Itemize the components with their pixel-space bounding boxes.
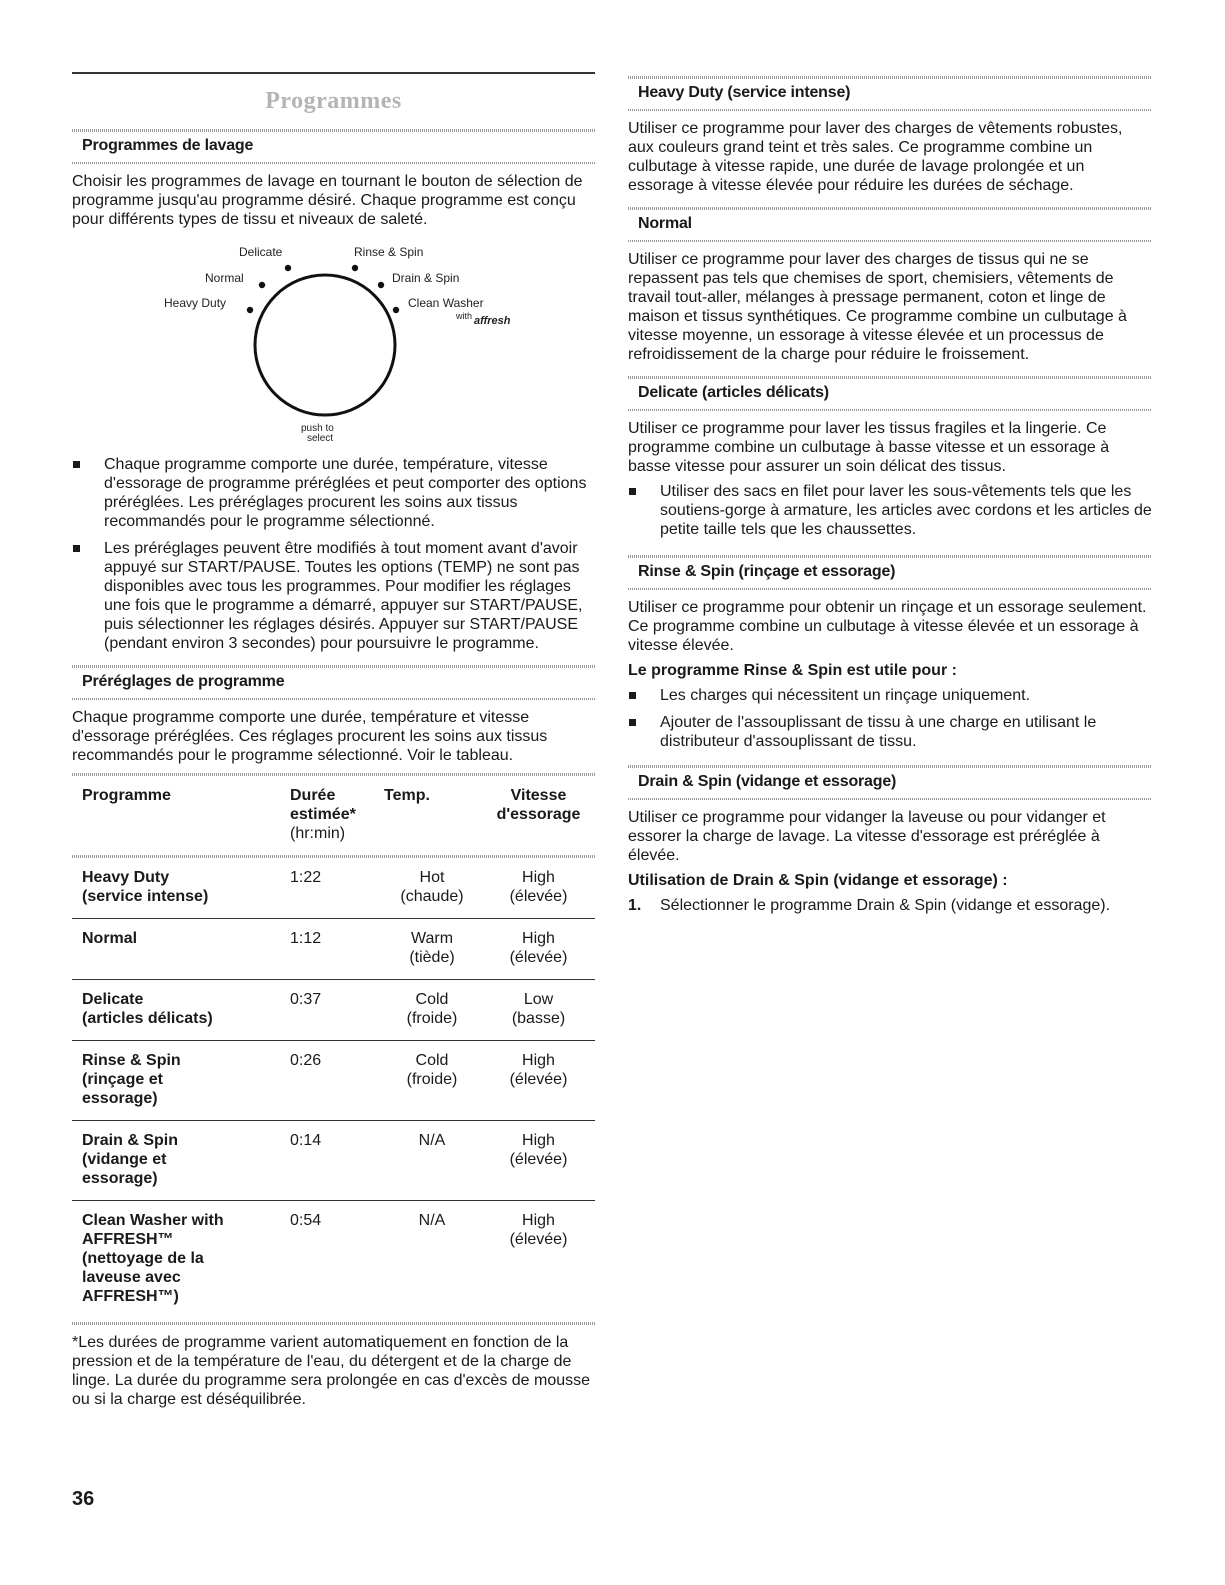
program-dial-knob xyxy=(255,275,395,415)
bullet-square-icon xyxy=(73,461,80,468)
cell-temp: Warm (tiède) xyxy=(409,930,455,966)
rinse-spin-bullet-list xyxy=(628,686,1152,751)
drain-spin-steps xyxy=(628,896,1152,915)
table-row xyxy=(72,980,595,1041)
list-item: Utiliser des sacs en filet pour laver les sous-vêtements tels que les soutiens-gorge à armature, les articles avec cordons et les articles de petite taille tels que les chaussettes. xyxy=(628,482,1152,539)
drain-spin-text: Utiliser ce programme pour vidanger la laveuse ou pour vidanger et essorer la charge de lavage. La vitesse d'essorage est préréglée à élevée. xyxy=(628,809,1106,864)
cell-speed: High (élevée) xyxy=(509,930,568,966)
heavy-duty-heading: Heavy Duty (service intense) xyxy=(638,84,851,101)
list-item: Les charges qui nécessitent un rinçage uniquement. xyxy=(628,686,1152,705)
col-program-header: Programme xyxy=(82,787,171,804)
cell-temp: Cold (froide) xyxy=(406,1052,458,1088)
dial-dot-normal xyxy=(259,282,265,288)
normal-heading: Normal xyxy=(638,215,692,232)
dial-label-rinse-spin: Rinse & Spin xyxy=(354,245,424,259)
top-rule xyxy=(72,72,595,74)
dial-label-heavy-duty: Heavy Duty xyxy=(164,296,227,310)
dial-label-with: with xyxy=(456,311,473,321)
dial-label-push: push to xyxy=(301,423,334,434)
divider xyxy=(72,1322,595,1325)
cell-program: Heavy Duty (service intense) xyxy=(82,869,209,905)
divider xyxy=(628,798,1152,800)
dial-label-normal: Normal xyxy=(205,271,244,285)
delicate-bullet-list xyxy=(628,482,1152,539)
table-header xyxy=(72,776,595,855)
divider xyxy=(628,109,1152,111)
wash-programs-intro: Choisir les programmes de lavage en tournant le bouton de sélection de programme jusqu'au programme désiré. Chaque programme est conçu pour différents types de tissu et niveaux de saleté. xyxy=(72,173,583,228)
col-speed-header: Vitesse d'essorage xyxy=(496,787,581,823)
bullet-square-icon xyxy=(629,719,636,726)
table-row xyxy=(72,919,595,980)
dial-label-select: select xyxy=(307,433,334,444)
cell-speed: High (élevée) xyxy=(509,1132,568,1168)
bullet-square-icon xyxy=(629,692,636,699)
divider xyxy=(628,409,1152,411)
wash-programs-heading: Programmes de lavage xyxy=(82,137,254,154)
cell-program: Drain & Spin (vidange et essorage) xyxy=(82,1132,179,1187)
rinse-spin-text: Utiliser ce programme pour obtenir un rinçage et un essorage seulement. Ce programme combine un culbutage à vitesse élevée et un essorage à vitesse élevée. xyxy=(628,599,1147,654)
left-column xyxy=(72,72,595,1409)
divider xyxy=(72,162,595,164)
cell-program: Rinse & Spin (rinçage et essorage) xyxy=(82,1052,181,1107)
table-row xyxy=(72,1121,595,1201)
presets-text: Chaque programme comporte une durée, température et vitesse d'essorage préréglées. Ces réglages procurent les soins aux tissus recommandés pour le programme sélectionné. Voir le tableau. xyxy=(72,709,548,764)
col-temp-header: Temp. xyxy=(384,787,430,804)
right-column xyxy=(628,76,1152,915)
footnote: *Les durées de programme varient automatiquement en fonction de la pression et de la température de l'eau, du détergent et de la charge de linge. La durée du programme sera prolongée en cas d'excès de mousse ou si la charge est déséquilibrée. xyxy=(72,1334,591,1408)
bullet-square-icon xyxy=(73,545,80,552)
divider xyxy=(628,240,1152,242)
delicate-text: Utiliser ce programme pour laver les tissus fragiles et la lingerie. Ce programme combine un culbutage à basse vitesse et un essorage à basse vitesse pour assurer un soin délicat des tissus. xyxy=(628,420,1110,475)
table-row xyxy=(72,1201,595,1318)
dial-dot-clean-washer xyxy=(393,307,399,313)
table-row xyxy=(72,858,595,919)
cell-temp: N/A xyxy=(418,1132,446,1149)
delicate-heading: Delicate (articles délicats) xyxy=(638,384,829,401)
presets-heading: Préréglages de programme xyxy=(82,673,285,690)
rinse-spin-subhead: Le programme Rinse & Spin est utile pour : xyxy=(628,662,957,679)
normal-text: Utiliser ce programme pour laver des charges de tissus qui ne se repassent pas tels que chemises de sport, chemisiers, vêtements de travail tout-aller, mélanges à pressage permanent, coton et linge de maison et tissus synthétiques. Ce programme combine un culbutage à vitesse moyenne, un essorage à vitesse élevée et un processus de refroidissement de la charge pour réduire le froissement. xyxy=(628,251,1127,363)
cell-duration: 1:22 xyxy=(290,869,322,886)
col-duration-header: Durée estimée* (hr:min) xyxy=(290,787,356,842)
list-item: Chaque programme comporte une durée, température, vitesse d'essorage de programme préréglées et peut comporter des options préréglées. Les préréglages procurent les soins aux tissus recommandés pour le programme sélectionné. xyxy=(72,455,595,531)
list-item: Les préréglages peuvent être modifiés à tout moment avant d'avoir appuyé sur START/PAUSE. Toutes les options (TEMP) ne sont pas disponibles avec tous les programmes. Pour modifier les réglages une fois que le programme a démarré, appuyer sur START/PAUSE, puis sélectionner les réglages désirés. Appuyer sur START/PAUSE (pendant environ 3 secondes) pour poursuivre le programme. xyxy=(72,539,595,653)
dial-label-clean-washer: Clean Washer xyxy=(408,296,484,310)
cell-program: Normal xyxy=(82,930,138,947)
cell-duration: 0:54 xyxy=(290,1212,322,1229)
program-dial-diagram xyxy=(72,233,595,444)
bullet-square-icon xyxy=(629,488,636,495)
dial-dot-heavy-duty xyxy=(247,307,253,313)
drain-spin-subhead: Utilisation de Drain & Spin (vidange et essorage) : xyxy=(628,872,1008,889)
table-body xyxy=(72,858,595,1318)
program-notes-list xyxy=(72,455,595,653)
cell-program: Clean Washer with AFFRESH™ (nettoyage de la laveuse avec AFFRESH™) xyxy=(82,1212,224,1305)
heavy-duty-text: Utiliser ce programme pour laver des charges de vêtements robustes, aux couleurs grand teint et très sales. Ce programme combine un culbutage à vitesse rapide, une durée de lavage prolongée et un essorage à vitesse élevée pour réduire les durées de séchage. xyxy=(628,120,1123,194)
cell-speed: High (élevée) xyxy=(509,1052,568,1088)
divider xyxy=(628,588,1152,590)
cell-program: Delicate (articles délicats) xyxy=(82,991,213,1027)
dial-dot-rinse-spin xyxy=(352,265,358,271)
table-row xyxy=(72,1041,595,1121)
dial-dot-drain-spin xyxy=(378,282,384,288)
cell-speed: High (élevée) xyxy=(509,1212,568,1248)
cell-speed: High (élevée) xyxy=(509,869,568,905)
dial-label-delicate: Delicate xyxy=(239,245,283,259)
cell-duration: 0:14 xyxy=(290,1132,322,1149)
cell-speed: Low (basse) xyxy=(511,991,566,1027)
cell-temp: Hot (chaude) xyxy=(400,869,464,905)
cell-duration: 0:26 xyxy=(290,1052,322,1069)
list-item: Ajouter de l'assouplissant de tissu à une charge en utilisant le distributeur d'assouplissant de tissu. xyxy=(628,713,1152,751)
program-dial-svg xyxy=(72,233,595,441)
program-table xyxy=(72,776,595,1318)
cell-temp: Cold (froide) xyxy=(406,991,458,1027)
cell-duration: 0:37 xyxy=(290,991,322,1008)
cell-temp: N/A xyxy=(418,1212,446,1229)
drain-spin-heading: Drain & Spin (vidange et essorage) xyxy=(638,773,897,790)
dial-label-drain-spin: Drain & Spin xyxy=(392,271,460,285)
page-title: Programmes xyxy=(265,88,402,114)
cell-duration: 1:12 xyxy=(290,930,322,947)
dial-dot-delicate xyxy=(285,265,291,271)
divider xyxy=(72,698,595,700)
affresh-logo: affresh xyxy=(474,315,511,327)
page-number: 36 xyxy=(72,1488,95,1510)
rinse-spin-heading: Rinse & Spin (rinçage et essorage) xyxy=(638,563,896,580)
list-item: 1. Sélectionner le programme Drain & Spin (vidange et essorage). xyxy=(628,897,1111,914)
